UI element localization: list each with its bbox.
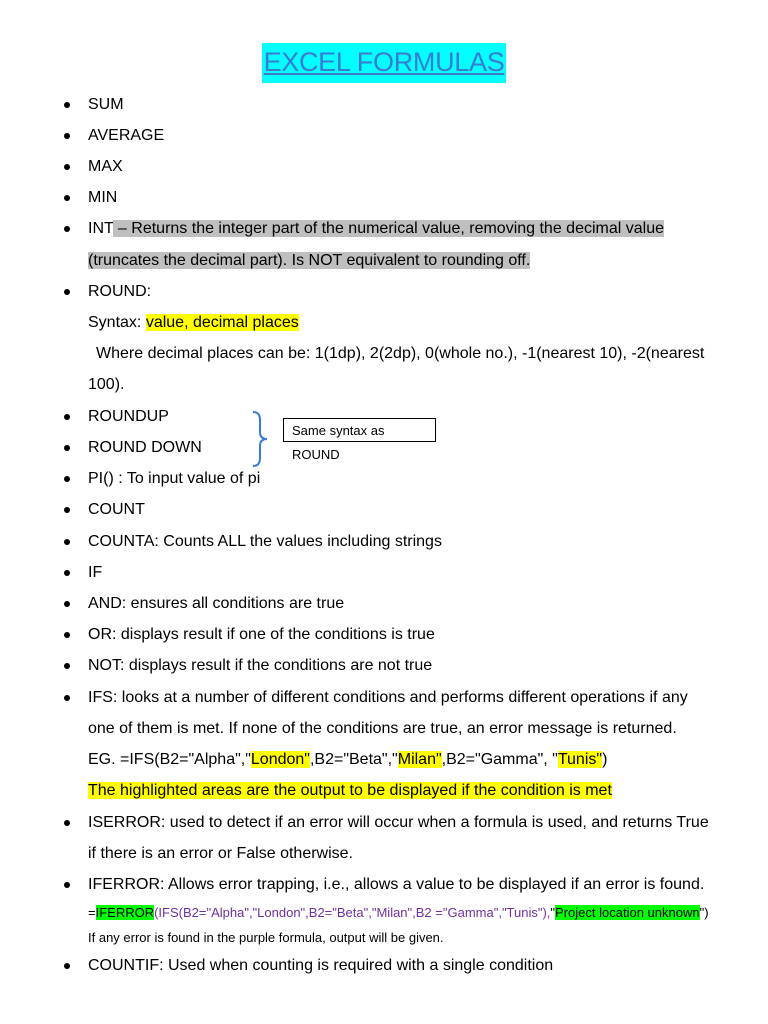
list-item-and: AND: ensures all conditions are true [88,595,345,612]
list-item-count: COUNT [88,501,145,518]
bullet-icon [64,695,70,701]
iferror-end: ") [699,905,709,920]
bullet-icon [64,963,70,969]
bullet-icon [64,570,70,576]
list-item-average: AVERAGE [88,127,165,144]
callout-box: Same syntax as ROUND [283,418,436,442]
list-item-min: MIN [88,189,118,206]
ifs-note-text: The highlighted areas are the output to be displayed if the condition is met [88,782,612,799]
iferror-message: Project location unknown [555,905,700,920]
iferror-fn: IFERROR [95,905,155,920]
round-syntax-label: Syntax: [88,314,146,331]
ifs-eg-part: ,B2="Beta"," [309,751,398,768]
iferror-eq: = [88,905,96,920]
round-syntax [88,311,299,335]
ifs-eg-london: London" [250,751,310,768]
list-item-ifs: IFS: looks at a number of different conditions and performs different operations if any [88,689,688,706]
int-description: – Returns the integer part of the numerical value, removing the decimal value [113,220,664,237]
list-item-rounddown: ROUND DOWN [88,439,202,456]
round-where-line-2: 100). [88,376,125,393]
ifs-eg-milan: Milan" [397,751,442,768]
title-container [0,43,768,83]
bullet-icon [64,632,70,638]
bullet-icon [64,476,70,482]
bullet-icon [64,601,70,607]
bullet-icon [64,539,70,545]
ifs-eg-part: ,B2="Gamma", " [441,751,558,768]
list-item-iferror: IFERROR: Allows error trapping, i.e., allows a value to be displayed if an error is found. [88,876,705,893]
bullet-icon [64,414,70,420]
bullet-icon [64,102,70,108]
iferror-inner-formula: (IFS(B2="Alpha","London",B2="Beta","Milan",B2 ="Gamma","Tunis"), [154,905,551,920]
list-item-sum: SUM [88,96,124,113]
iserror-line-2: if there is an error or False otherwise. [88,845,353,862]
int-description-cont: (truncates the decimal part). Is NOT equivalent to rounding off. [88,252,531,269]
bullet-icon [64,445,70,451]
bullet-icon [64,226,70,232]
bullet-icon [64,164,70,170]
iferror-quote: " [550,905,556,920]
bullet-icon [64,195,70,201]
brace-icon [250,410,272,468]
iferror-formula [88,902,709,924]
ifs-note [88,779,612,803]
int-name: INT [88,220,114,237]
list-item-counta: COUNTA: Counts ALL the values including strings [88,533,442,550]
list-item-iserror: ISERROR: used to detect if an error will occur when a formula is used, and returns True [88,814,709,831]
bullet-icon [64,507,70,513]
bullet-icon [64,133,70,139]
int-description-line-2 [88,249,530,273]
round-syntax-value: value, decimal places [145,314,299,331]
ifs-eg-part: ) [602,751,608,768]
ifs-eg-part: EG. =IFS(B2="Alpha"," [88,751,251,768]
ifs-line-2: one of them is met. If none of the conditions are true, an error message is returned. [88,720,677,737]
ifs-eg-tunis: Tunis" [557,751,603,768]
iferror-note: If any error is found in the purple formula, output will be given. [88,930,444,945]
ifs-example [88,748,607,772]
bullet-icon [64,882,70,888]
list-item-not: NOT: displays result if the conditions are not true [88,657,433,674]
page-title: EXCEL FORMULAS [262,43,507,83]
bullet-icon [64,289,70,295]
list-item-int [88,217,664,241]
list-item-round: ROUND: [88,283,152,300]
list-item-countif: COUNTIF: Used when counting is required with a single condition [88,957,554,974]
list-item-max: MAX [88,158,123,175]
bullet-icon [64,663,70,669]
list-item-if: IF [88,564,103,581]
list-item-pi: PI() : To input value of pi [88,470,261,487]
list-item-roundup: ROUNDUP [88,408,169,425]
list-item-or: OR: displays result if one of the conditions is true [88,626,435,643]
round-where-line-1: Where decimal places can be: 1(1dp), 2(2dp), 0(whole no.), -1(nearest 10), -2(nearest [96,345,705,362]
bullet-icon [64,820,70,826]
